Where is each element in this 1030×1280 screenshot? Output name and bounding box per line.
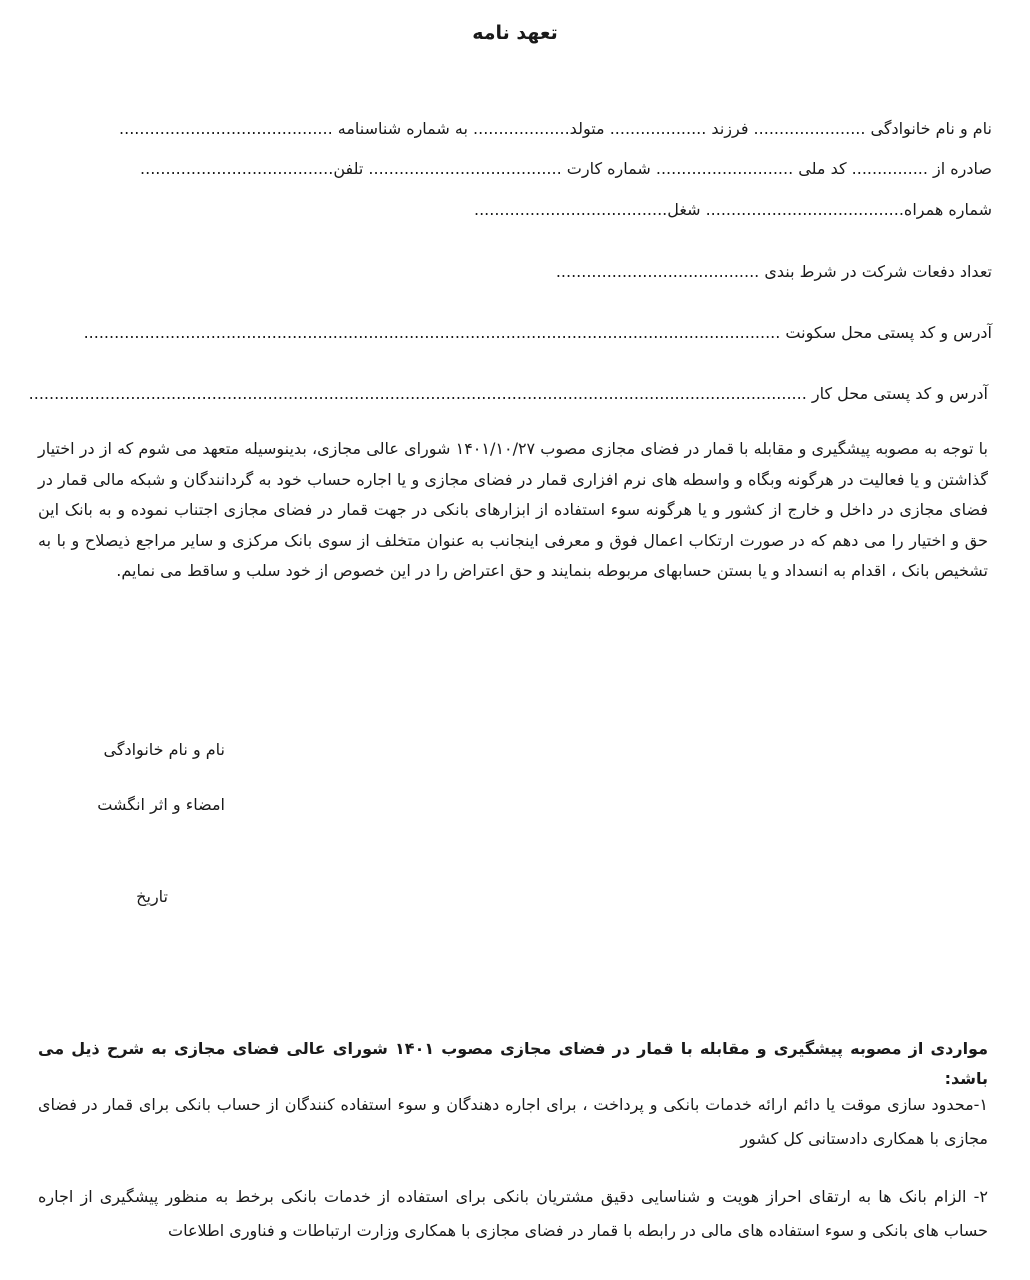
form-row-betting-count: تعداد دفعات شرکت در شرط بندی ........................................ — [555, 262, 992, 281]
signature-date-label: تاریخ — [136, 887, 168, 906]
form-row-id: صادره از ............... کد ملی ........................... شماره کارت ...................................... تلفن...................................... — [140, 159, 992, 178]
signature-name-label: نام و نام خانوادگی — [103, 740, 225, 759]
cases-intro: مواردی از مصوبه پیشگیری و مقابله با قمار در فضای مجازی مصوب ۱۴۰۱ شورای عالی فضای مجازی به شرح ذیل می باشد: — [38, 1039, 988, 1088]
form-row-name: نام و نام خانوادگی ...................... فرزند ................... متولد................... به شماره شناسنامه .......................................... — [119, 119, 992, 138]
form-row-mobile: شماره همراه....................................... شغل...................................... — [473, 200, 992, 219]
pledge-paragraph: با توجه به مصوبه پیشگیری و مقابله با قمار در فضای مجازی مصوب ۱۴۰۱/۱۰/۲۷ شورای عالی مجازی، بدینوسیله متعهد می شوم که از در اختیار گذاشتن و یا فعالیت در هرگونه وبگاه و واسطه های نرم افزاری قمار در فضای مجازی و یا اجاره حساب خود به گردانندگان و شبکه مالی قمار در فضای مجازی در داخل و خارج از کشور و یا هرگونه سوء استفاده از ابزارهای بانکی در جهت قمار در فضای مجازی اجتناب نموده و به بانک این حق و اختیار را می دهم که در صورت ارتکاب اعمال فوق و معرفی اینجانب به عنوان متخلف از سوی بانک مرکزی و سایر مراجع ذیصلاح و با به تشخیص بانک ، اقدام به انسداد و یا بستن حسابهای مربوطه بنمایند و حق اعتراض را در این خصوص از خود سلب و ساقط می نمایم. — [38, 439, 989, 580]
case-item-2: ۲- الزام بانک ها به ارتقای احراز هویت و شناسایی دقیق مشتریان بانکی برای استفاده از خدمات بانکی برخط به منظور پیشگیری از اجاره حساب های بانکی و سوء استفاده های مالی در رابطه با قمار در فضای مجازی با همکاری وزارت ارتباطات و فناوری اطلاعات — [38, 1187, 988, 1240]
document-title: تعهد نامه — [472, 22, 558, 44]
case-item-1: ۱-محدود سازی موقت یا دائم ارائه خدمات بانکی و پرداخت ، برای اجاره دهندگان و سوء استفاده کنندگان از حساب بانکی برای قمار در فضای مجازی با همکاری دادستانی کل کشور — [38, 1095, 988, 1148]
signature-sign-label: امضاء و اثر انگشت — [97, 795, 225, 814]
form-row-home-address: آدرس و کد پستی محل سکونت ......................................................................................................................................... — [83, 323, 992, 342]
form-row-work-address: آدرس و کد پستی محل کار ......................................................................................................................................................... — [28, 384, 988, 403]
